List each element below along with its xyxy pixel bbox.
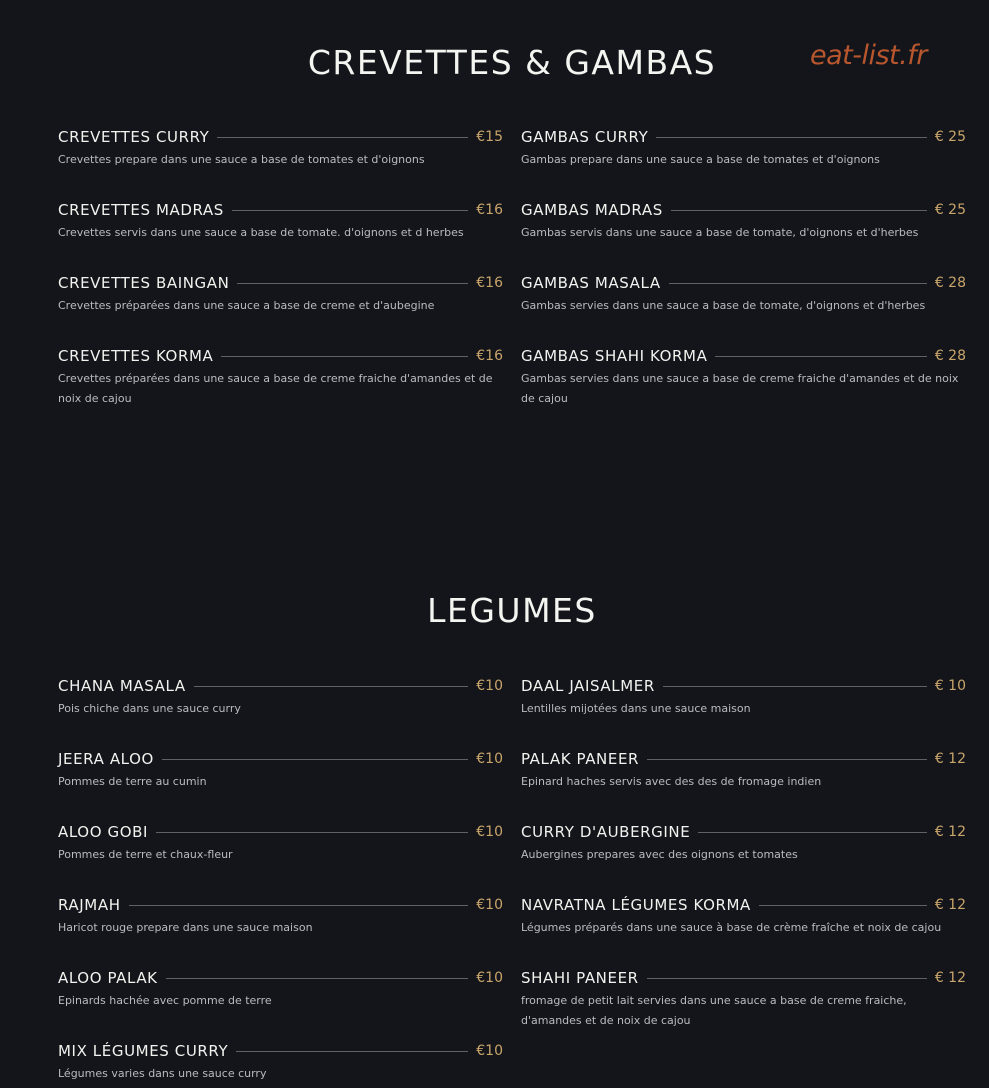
leader-line	[647, 978, 927, 979]
menu-item	[58, 273, 503, 316]
item-description: Crevettes préparées dans une sauce a base de creme fraiche d'amandes et de noix de cajou	[58, 372, 493, 405]
item-name: NAVRATNA LÉGUMES KORMA	[521, 896, 751, 914]
item-description: Pommes de terre au cumin	[58, 775, 207, 788]
item-description: fromage de petit lait servies dans une sauce a base de creme fraiche, d'amandes et de noix de cajou	[521, 994, 907, 1027]
item-price: €16	[476, 275, 503, 291]
item-price: € 10	[934, 678, 966, 694]
item-price: € 25	[934, 202, 966, 218]
menu-item	[58, 127, 503, 170]
item-name: PALAK PANEER	[521, 750, 640, 768]
item-price: €15	[476, 129, 503, 145]
item-name: GAMBAS SHAHI KORMA	[521, 347, 708, 365]
item-price: € 28	[934, 348, 966, 364]
item-description: Gambas servies dans une sauce a base de tomate, d'oignons et d'herbes	[521, 299, 926, 312]
item-name: ALOO GOBI	[58, 823, 149, 841]
item-description: Aubergines prepares avec des oignons et tomates	[521, 848, 798, 861]
item-name: CREVETTES MADRAS	[58, 201, 224, 219]
item-name: ALOO PALAK	[58, 969, 158, 987]
item-description: Crevettes préparées dans une sauce a base de creme et d'aubegine	[58, 299, 435, 312]
item-description: Pois chiche dans une sauce curry	[58, 702, 241, 715]
item-name: CHANA MASALA	[58, 677, 186, 695]
item-price: €10	[476, 751, 503, 767]
item-name: RAJMAH	[58, 896, 121, 914]
item-price: €10	[476, 678, 503, 694]
menu-item	[521, 895, 966, 938]
leader-line	[647, 759, 927, 760]
leader-line	[759, 905, 927, 906]
item-description: Epinard haches servis avec des des de fromage indien	[521, 775, 822, 788]
menu-item	[521, 822, 966, 865]
leader-line	[232, 210, 468, 211]
item-name: CREVETTES CURRY	[58, 128, 210, 146]
leader-line	[237, 283, 468, 284]
item-price: € 25	[934, 129, 966, 145]
watermark-text: eat-list.fr	[810, 40, 927, 71]
item-description: Légumes varies dans une sauce curry	[58, 1067, 267, 1080]
item-price: €10	[476, 1043, 503, 1059]
item-name: CURRY D'AUBERGINE	[521, 823, 691, 841]
item-price: € 12	[934, 824, 966, 840]
leader-line	[715, 356, 926, 357]
section-title: CREVETTES & GAMBAS	[307, 43, 717, 82]
menu-item	[521, 273, 966, 316]
item-description: Pommes de terre et chaux-fleur	[58, 848, 233, 861]
item-description: Lentilles mijotées dans une sauce maison	[521, 702, 751, 715]
leader-line	[671, 210, 927, 211]
item-name: SHAHI PANEER	[521, 969, 639, 987]
item-description: Gambas servis dans une sauce a base de tomate, d'oignons et d'herbes	[521, 226, 919, 239]
item-description: Haricot rouge prepare dans une sauce maison	[58, 921, 313, 934]
section-title: LEGUMES	[427, 591, 597, 630]
menu-item	[521, 749, 966, 792]
menu-item	[521, 200, 966, 243]
menu-item	[58, 895, 503, 938]
item-price: €10	[476, 897, 503, 913]
item-name: GAMBAS MADRAS	[521, 201, 663, 219]
leader-line	[656, 137, 926, 138]
item-description: Gambas servies dans une sauce a base de creme fraiche d'amandes et de noix de cajou	[521, 372, 959, 405]
leader-line	[663, 686, 927, 687]
menu-item	[58, 822, 503, 865]
item-description: Epinards hachée avec pomme de terre	[58, 994, 272, 1007]
menu-item	[58, 749, 503, 792]
menu-item	[521, 346, 966, 409]
menu-item	[58, 1041, 503, 1084]
menu-item	[58, 676, 503, 719]
leader-line	[236, 1051, 468, 1052]
item-description: Crevettes prepare dans une sauce a base de tomates et d'oignons	[58, 153, 425, 166]
leader-line	[129, 905, 469, 906]
leader-line	[669, 283, 927, 284]
item-name: GAMBAS MASALA	[521, 274, 661, 292]
item-name: GAMBAS CURRY	[521, 128, 649, 146]
leader-line	[221, 356, 468, 357]
item-price: € 12	[934, 751, 966, 767]
item-name: JEERA ALOO	[58, 750, 154, 768]
item-price: € 28	[934, 275, 966, 291]
item-price: €10	[476, 970, 503, 986]
item-description: Crevettes servis dans une sauce a base de tomate. d'oignons et d herbes	[58, 226, 464, 239]
item-name: CREVETTES KORMA	[58, 347, 214, 365]
leader-line	[217, 137, 468, 138]
item-price: € 12	[934, 970, 966, 986]
menu-item	[58, 200, 503, 243]
leader-line	[162, 759, 468, 760]
item-price: €10	[476, 824, 503, 840]
item-price: €16	[476, 202, 503, 218]
menu-item	[58, 346, 503, 409]
leader-line	[166, 978, 469, 979]
menu-item	[521, 127, 966, 170]
item-name: DAAL JAISALMER	[521, 677, 655, 695]
leader-line	[156, 832, 468, 833]
item-price: € 12	[934, 897, 966, 913]
leader-line	[194, 686, 469, 687]
menu-item	[521, 968, 966, 1031]
item-price: €16	[476, 348, 503, 364]
menu-item	[58, 968, 503, 1011]
item-description: Gambas prepare dans une sauce a base de tomates et d'oignons	[521, 153, 880, 166]
item-name: CREVETTES BAINGAN	[58, 274, 230, 292]
item-description: Légumes préparés dans une sauce à base de crème fraîche et noix de cajou	[521, 921, 942, 934]
menu-item	[521, 676, 966, 719]
item-name: MIX LÉGUMES CURRY	[58, 1042, 229, 1060]
leader-line	[698, 832, 927, 833]
